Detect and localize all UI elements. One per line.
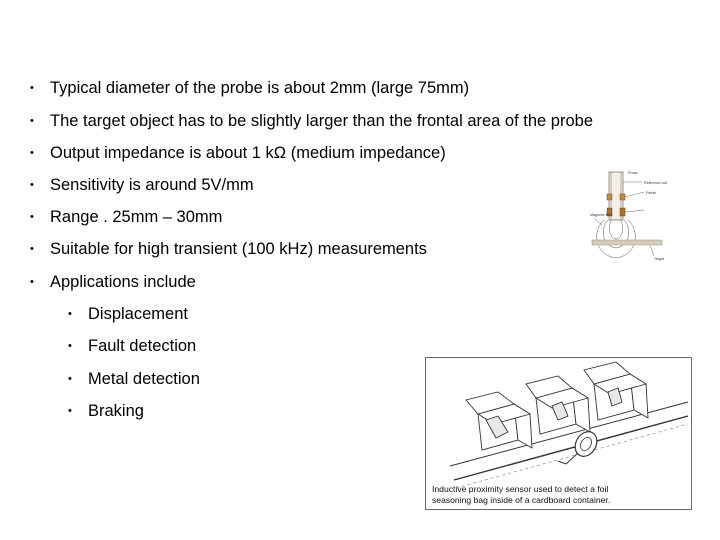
bullet-text: Suitable for high transient (100 kHz) measurements: [50, 240, 427, 258]
sub-bullet-text: Displacement: [88, 305, 188, 323]
sensor-caption: [432, 484, 687, 506]
bullet-item: [30, 239, 427, 259]
bullet-dot: •: [30, 82, 34, 94]
bullet-dot: •: [30, 147, 34, 159]
bullet-item: [30, 207, 222, 227]
sub-bullet-item: [68, 401, 144, 421]
reference-coil-label: Reference coil: [644, 181, 667, 185]
bullet-dot: •: [68, 373, 72, 385]
bullet-text: Applications include: [50, 273, 196, 291]
bullet-item: [30, 111, 593, 131]
bullet-item: [30, 272, 196, 292]
bullet-dot: •: [68, 308, 72, 320]
bullet-dot: •: [68, 340, 72, 352]
bullet-item: [30, 78, 469, 98]
bullet-text: Output impedance is about 1 kΩ (medium impedance): [50, 144, 446, 162]
sub-bullet-item: [68, 369, 200, 389]
target-label: Target: [654, 257, 664, 261]
sensor-illustration: [425, 357, 692, 510]
probe-diagram: [590, 170, 700, 275]
magnetic-field-label: Magnetic field: [590, 213, 613, 217]
bullet-item: [30, 175, 254, 195]
sub-bullet-item: [68, 336, 196, 356]
sub-bullet-item: [68, 304, 188, 324]
ferrite-label: Ferrite: [646, 191, 657, 195]
caption-line: seasoning bag inside of a cardboard container.: [432, 495, 611, 505]
bullet-dot: •: [30, 276, 34, 288]
bullet-dot: •: [30, 211, 34, 223]
bullet-dot: •: [30, 115, 34, 127]
probe-diagram-drawing: [590, 170, 700, 275]
sub-bullet-text: Braking: [88, 402, 144, 420]
sub-bullet-text: Fault detection: [88, 337, 197, 355]
sub-bullet-text: Metal detection: [88, 370, 200, 388]
bullet-dot: •: [68, 405, 72, 417]
bullet-dot: •: [30, 179, 34, 191]
bullet-text: Typical diameter of the probe is about 2mm (large 75mm): [50, 79, 470, 97]
probe-label: Probe: [628, 171, 638, 175]
bullet-dot: •: [30, 243, 34, 255]
bullet-text: Range . 25mm – 30mm: [50, 208, 223, 226]
bullet-item: [30, 143, 446, 163]
caption-line: Inductive proximity sensor used to detect a foil: [432, 484, 609, 494]
bullet-text: The target object has to be slightly larger than the frontal area of the probe: [50, 112, 594, 130]
bullet-text: Sensitivity is around 5V/mm: [50, 176, 254, 194]
